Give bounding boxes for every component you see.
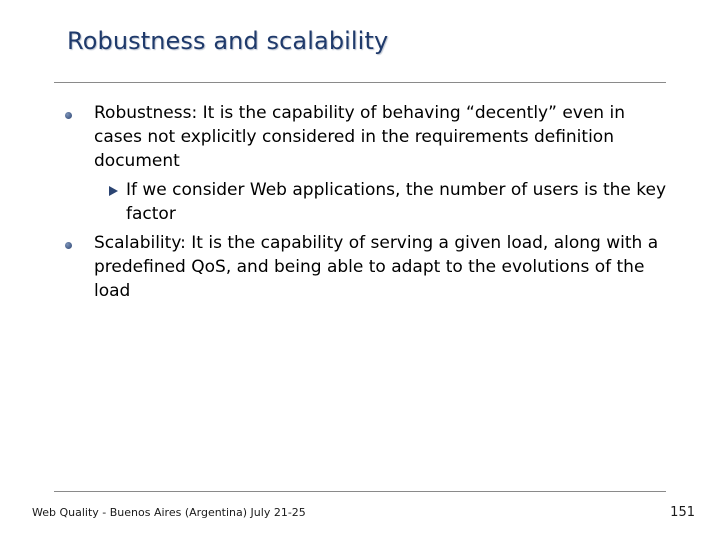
sub-bullet-item-users: If we consider Web applications, the number of users is the key factor	[126, 180, 667, 224]
bullet-item-scalability: Scalability: It is the capability of serving a given load, along with a predefined QoS, and being able to adapt to the evolutions of the load	[94, 233, 659, 301]
slide-title: Robustness and scalability	[67, 27, 389, 55]
title-divider	[54, 82, 666, 83]
bullet-dot-icon	[65, 112, 72, 119]
bullet-item-robustness: Robustness: It is the capability of behaving “decently” even in cases not explicitly considered in the requirements definition document	[94, 103, 625, 171]
footer-divider	[54, 491, 666, 492]
bullet-dot-icon	[65, 242, 72, 249]
footer-text: Web Quality - Buenos Aires (Argentina) July 21-25	[32, 506, 306, 519]
page-number: 151	[670, 505, 695, 520]
sub-bullet-arrow-icon	[109, 186, 118, 196]
